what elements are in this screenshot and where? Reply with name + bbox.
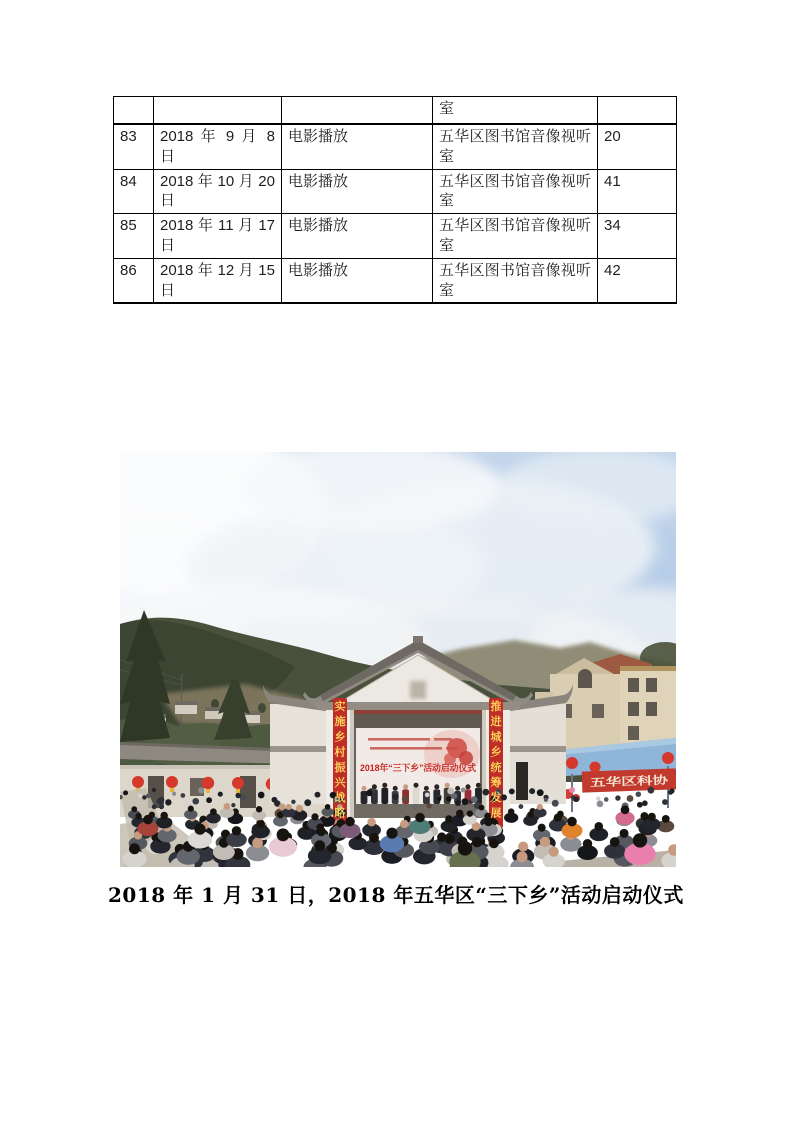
table-row <box>114 214 677 259</box>
cell-activity: 电影播放 <box>282 124 433 169</box>
cell-date: 2018 年 12 月 15 日 <box>154 258 282 303</box>
cell-activity <box>282 97 433 125</box>
cell-activity: 电影播放 <box>282 258 433 303</box>
cell-no: 84 <box>114 169 154 214</box>
table-row <box>114 169 677 214</box>
cell-location: 五华区图书馆音像视听室 <box>433 124 598 169</box>
svg-text:推进城乡统筹发展: 推进城乡统筹发展 <box>490 701 502 820</box>
cell-activity: 电影播放 <box>282 169 433 214</box>
cell-no <box>114 97 154 125</box>
cell-no: 83 <box>114 124 154 169</box>
table-row <box>114 124 677 169</box>
cell-location: 室 <box>433 97 598 125</box>
cell-count <box>598 97 677 125</box>
stage-title-text: 2018年“三下乡”活动启动仪式 <box>360 763 480 773</box>
table-row <box>114 258 677 303</box>
photo-caption: 2018 年 1 月 31 日，2018 年五华区“三下乡”活动启动仪式 <box>108 883 684 907</box>
cell-count: 42 <box>598 258 677 303</box>
cell-no: 86 <box>114 258 154 303</box>
activity-table <box>113 96 677 304</box>
svg-text:实施乡村振兴战略: 实施乡村振兴战略 <box>334 701 346 820</box>
cell-location: 五华区图书馆音像视听室 <box>433 214 598 259</box>
speaker-stack-right <box>516 762 528 800</box>
cell-date: 2018 年 11 月 17 日 <box>154 214 282 259</box>
cell-date <box>154 97 282 125</box>
canopy-banner-text: 五华区科协 <box>589 775 646 790</box>
cell-count: 34 <box>598 214 677 259</box>
cell-activity: 电影播放 <box>282 214 433 259</box>
cell-location: 五华区图书馆音像视听室 <box>433 258 598 303</box>
cell-location: 五华区图书馆音像视听室 <box>433 169 598 214</box>
cell-no: 85 <box>114 214 154 259</box>
cell-date: 2018 年 10 月 20 日 <box>154 169 282 214</box>
cell-count: 20 <box>598 124 677 169</box>
table-row-carryover <box>114 97 677 125</box>
event-photo <box>120 452 676 867</box>
cell-count: 41 <box>598 169 677 214</box>
cell-date: 2018 年 9 月 8 日 <box>154 124 282 169</box>
